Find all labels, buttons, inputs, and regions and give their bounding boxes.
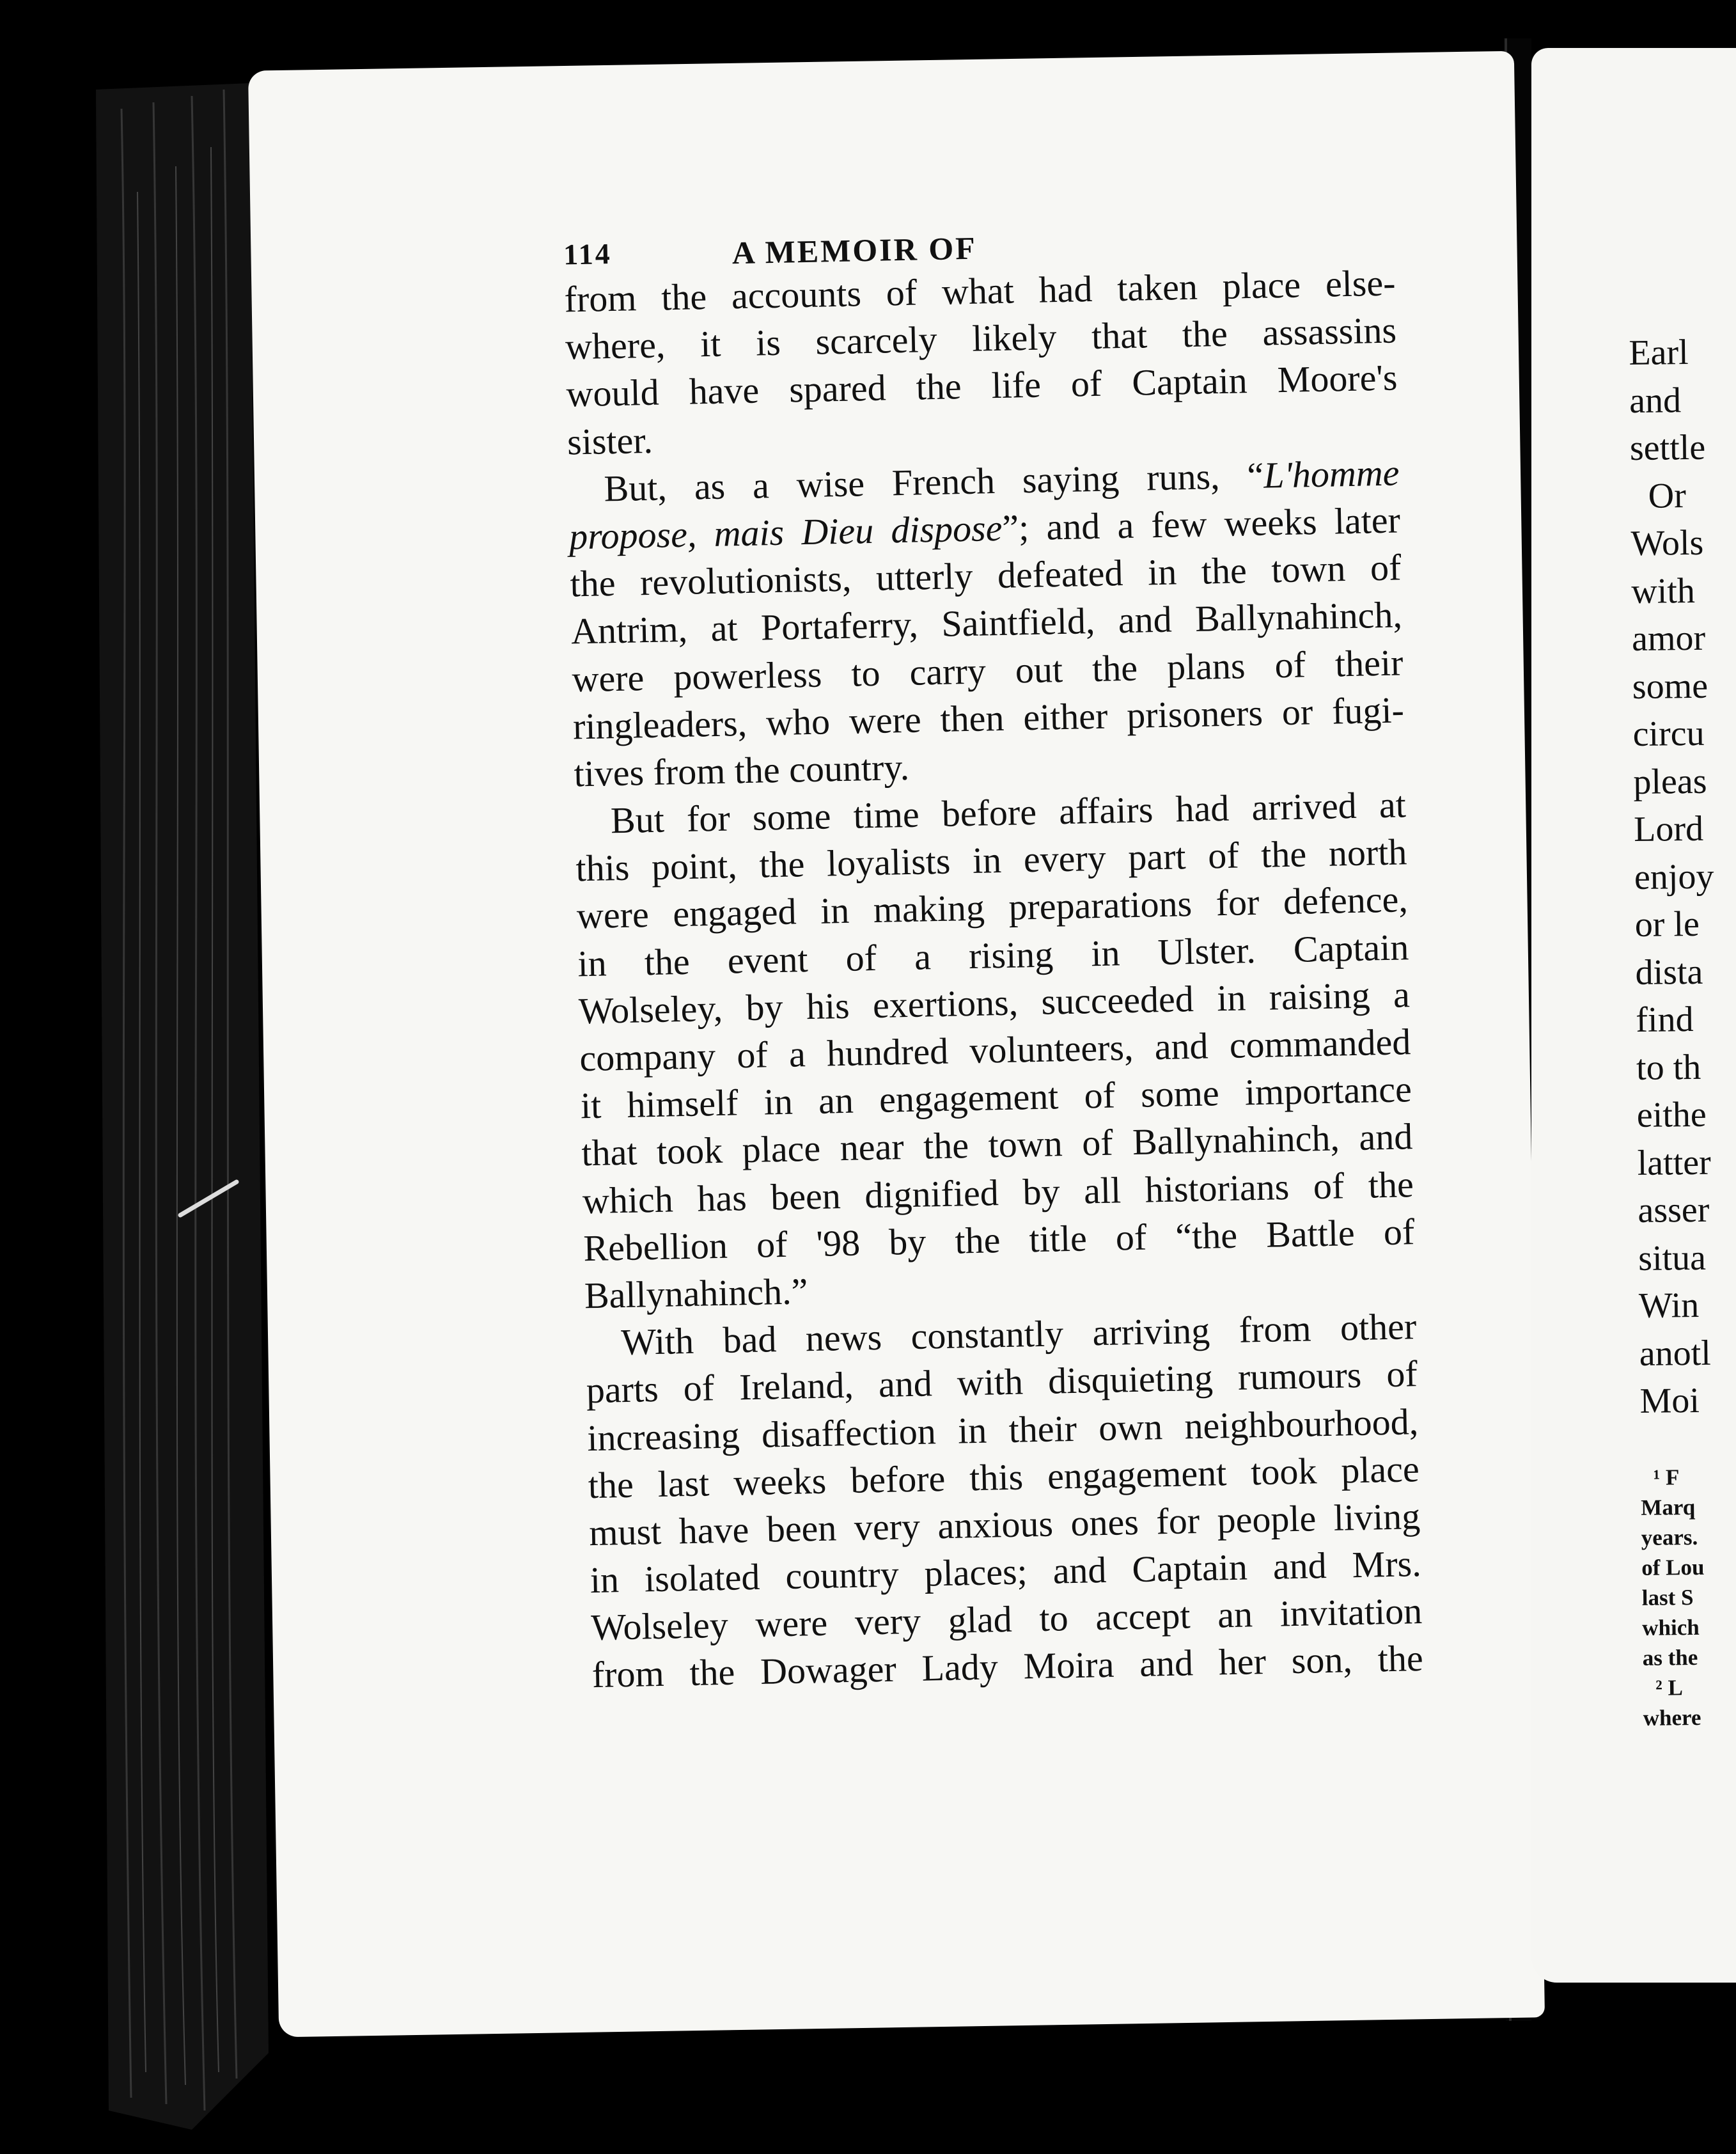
text-line-fragment: asser <box>1638 1190 1710 1230</box>
text-line-fragment: and <box>1629 380 1682 421</box>
italic-phrase: propose, mais Dieu dispose <box>568 507 1003 558</box>
footnote-line-fragment: which <box>1642 1614 1700 1640</box>
footnote-line-fragment: of Lou <box>1641 1554 1705 1580</box>
right-body-text <box>1629 329 1719 1426</box>
italic-phrase: L'homme <box>1263 452 1400 496</box>
text-run: must have been very anxious ones for people living <box>588 1495 1421 1554</box>
text-run: ”; and a few weeks later <box>1001 499 1401 549</box>
text-line-fragment: Win <box>1638 1285 1700 1326</box>
text-line-fragment: eithe <box>1636 1094 1707 1135</box>
text-run: tives from the country. <box>573 746 910 795</box>
text-run: this point, the loyalists in every part of the north <box>575 831 1407 890</box>
text-run: sister. <box>567 419 653 463</box>
text-line-fragment: dista <box>1635 952 1703 993</box>
text-run: where, it is scarcely likely that the assassins <box>565 309 1397 368</box>
running-head-title: A MEMOIR OF <box>731 230 978 271</box>
text-run: Antrim, at Portaferry, Saintfield, and Ballynahinch, <box>570 594 1403 652</box>
text-line-fragment: some <box>1632 666 1709 707</box>
text-line-fragment: or le <box>1634 904 1700 945</box>
text-line-fragment: Earl <box>1629 333 1689 373</box>
footnote-line-fragment: Marq <box>1641 1494 1696 1520</box>
text-run: in isolated country places; and Captain and Mrs. <box>590 1543 1422 1601</box>
text-run: in the event of a rising in Ulster. Captain <box>577 925 1409 984</box>
text-run: which has been dignified by all historians of the <box>582 1163 1414 1222</box>
footnote-line-fragment: where <box>1643 1704 1701 1731</box>
text-run: Wolseley, by his exertions, succeeded in raising a <box>578 973 1411 1032</box>
text-run: With bad news constantly arriving from other <box>620 1305 1417 1364</box>
right-footnotes <box>1641 1461 1723 1733</box>
text-run: were powerless to carry out the plans of their <box>571 641 1404 700</box>
right-page-text <box>1629 329 1723 1733</box>
text-run: But for some time before affairs had arrived at <box>610 783 1407 842</box>
text-run: Ballynahinch.” <box>584 1270 809 1317</box>
text-line-fragment: settle <box>1629 427 1706 468</box>
text-run: increasing disaffection in their own neighbourhood, <box>586 1400 1419 1459</box>
text-line-fragment: Lord <box>1633 808 1704 849</box>
text-run: the revolutionists, utterly defeated in the town of <box>569 546 1402 605</box>
page-number: 114 <box>563 237 613 271</box>
text-line-fragment: anotl <box>1639 1333 1712 1374</box>
text-line-fragment: Or <box>1648 475 1687 516</box>
text-run: from the Dowager Lady Moira and her son, the <box>591 1637 1424 1696</box>
text-line-fragment: amor <box>1631 618 1706 659</box>
left-page-text <box>294 195 1443 1704</box>
footnote-line-fragment: ¹ F <box>1653 1464 1680 1490</box>
text-run: ringleaders, who were then either prisoners or fugi- <box>572 689 1405 748</box>
footnote-line-fragment: last S <box>1641 1584 1694 1610</box>
footnote-line-fragment: ² L <box>1655 1674 1684 1701</box>
text-line-fragment: enjoy <box>1634 856 1714 897</box>
text-line-fragment: Moi <box>1639 1380 1700 1421</box>
text-line-fragment: latter <box>1637 1142 1712 1183</box>
text-run: the last weeks before this engagement took place <box>588 1447 1420 1506</box>
text-run: from the accounts of what had taken place else- <box>564 262 1396 320</box>
text-line-fragment: find <box>1635 999 1694 1040</box>
text-line-fragment: with <box>1630 570 1696 611</box>
text-run: But, as a wise French saying runs, “ <box>603 454 1264 510</box>
text-line-fragment: Wols <box>1630 523 1704 563</box>
text-line-fragment: pleas <box>1633 761 1707 802</box>
text-run: Wolseley were very glad to accept an invitation <box>590 1590 1423 1649</box>
text-run: Rebellion of '98 by the title of “the Battle of <box>583 1210 1415 1269</box>
right-page <box>1531 48 1736 1983</box>
text-run: parts of Ireland, and with disquieting rumours of <box>586 1353 1418 1411</box>
footnote-line-fragment: years. <box>1641 1524 1698 1550</box>
text-line-fragment: to th <box>1636 1047 1701 1088</box>
text-run: were engaged in making preparations for defence, <box>576 878 1409 937</box>
body-text <box>564 259 1423 1699</box>
footnote-line-fragment: as the <box>1642 1644 1698 1671</box>
text-run: it himself in an engagement of some importance <box>580 1068 1412 1127</box>
text-run: company of a hundred volunteers, and commanded <box>579 1021 1411 1080</box>
text-line-fragment: circu <box>1632 713 1705 754</box>
text-line-fragment: situa <box>1638 1238 1707 1278</box>
text-run: would have spared the life of Captain Moore's <box>565 356 1398 415</box>
text-run: that took place near the town of Ballynahinch, and <box>581 1115 1413 1174</box>
